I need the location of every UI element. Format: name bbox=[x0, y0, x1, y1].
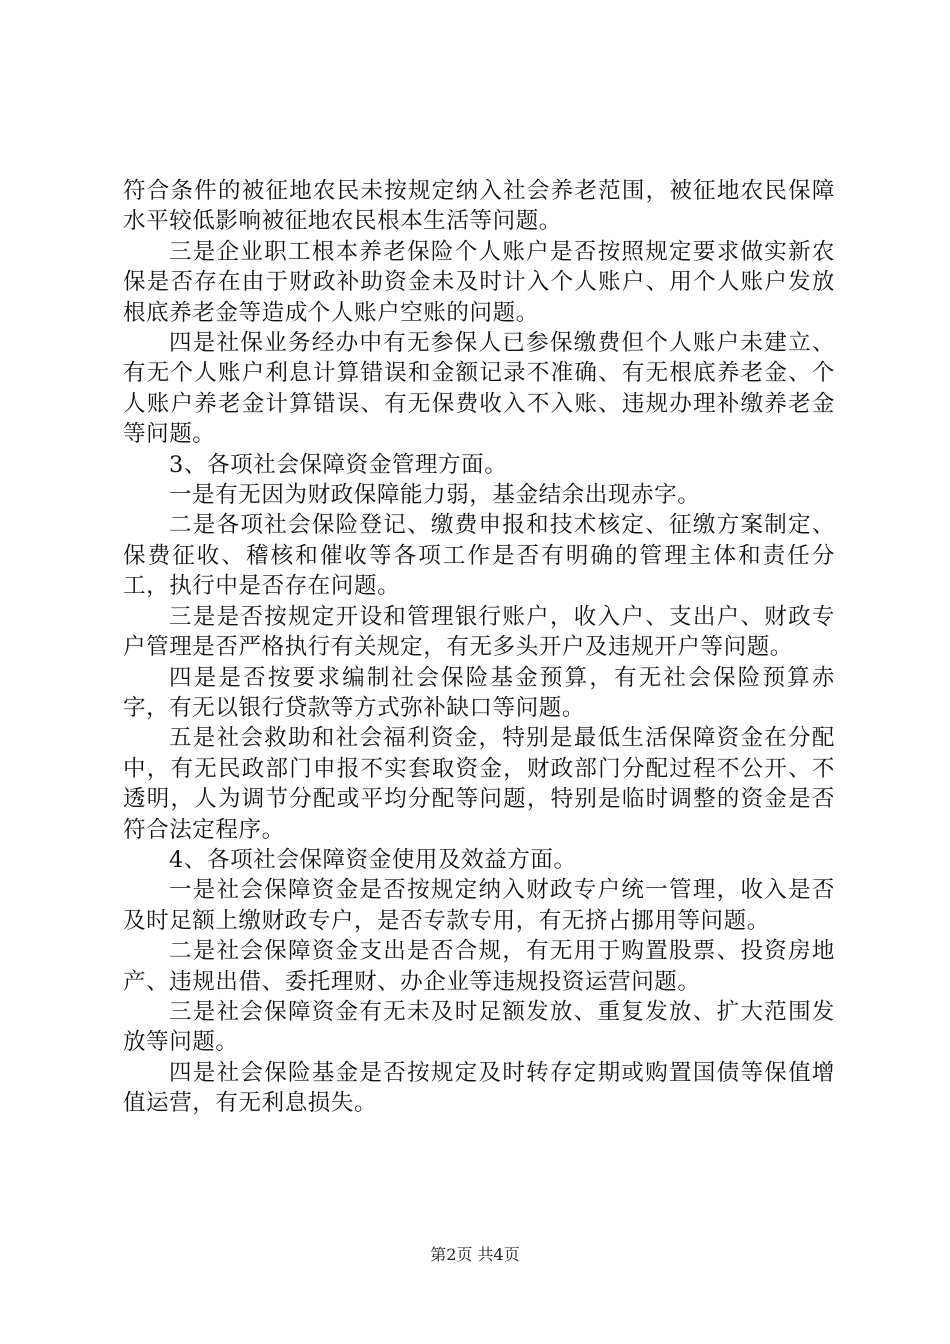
paragraph: 三是社会保障资金有无未及时足额发放、重复发放、扩大范围发放等问题。 bbox=[123, 998, 835, 1056]
paragraph: 一是有无因为财政保障能力弱，基金结余出现赤字。 bbox=[169, 482, 701, 509]
paragraph: 四是社会保险基金是否按规定及时转存定期或购置国债等保值增值运营，有无利息损失。 bbox=[123, 1059, 835, 1117]
paragraph: 三是企业职工根本养老保险个人账户是否按照规定要求做实新农保是否存在由于财政补助资金未及时计入个人账户、用个人账户发放根底养老金等造成个人账户空账的问题。 bbox=[123, 238, 835, 326]
paragraph: 五是社会救助和社会福利资金，特别是最低生活保障资金在分配中，有无民政部门申报不实套取资金，财政部门分配过程不公开、不透明，人为调节分配或平均分配等问题，特别是临时调整的资金是否符合法定程序。 bbox=[123, 725, 835, 843]
section-heading: 3、各项社会保障资金管理方面。 bbox=[169, 451, 508, 478]
paragraph: 三是是否按规定开设和管理银行账户，收入户、支出户、财政专户管理是否严格执行有关规定，有无多头开户及违规开户等问题。 bbox=[123, 603, 835, 661]
paragraph: 二是各项社会保险登记、缴费申报和技术核定、征缴方案制定、保费征收、稽核和催收等各项工作是否有明确的管理主体和责任分工，执行中是否存在问题。 bbox=[123, 512, 835, 600]
paragraph: 符合条件的被征地农民未按规定纳入社会养老范围，被征地农民保障水平较低影响被征地农民根本生活等问题。 bbox=[123, 178, 835, 235]
page-number: 第2页 共4页 bbox=[430, 1245, 520, 1264]
page-footer bbox=[0, 1245, 950, 1265]
body-text bbox=[123, 176, 835, 1119]
paragraph: 一是社会保障资金是否按规定纳入财政专户统一管理，收入是否及时足额上缴财政专户，是否专款专用，有无挤占挪用等问题。 bbox=[123, 877, 835, 934]
section-heading: 4、各项社会保障资金使用及效益方面。 bbox=[169, 846, 577, 873]
paragraph: 四是社保业务经办中有无参保人已参保缴费但个人账户未建立、有无个人账户利息计算错误和金额记录不准确、有无根底养老金、个人账户养老金计算错误、有无保费收入不入账、违规办理补缴养老金等问题。 bbox=[123, 330, 835, 448]
paragraph: 二是社会保障资金支出是否合规，有无用于购置股票、投资房地产、违规出借、委托理财、办企业等违规投资运营问题。 bbox=[123, 938, 835, 995]
paragraph: 四是是否按要求编制社会保险基金预算，有无社会保险预算赤字，有无以银行贷款等方式弥补缺口等问题。 bbox=[123, 664, 835, 721]
